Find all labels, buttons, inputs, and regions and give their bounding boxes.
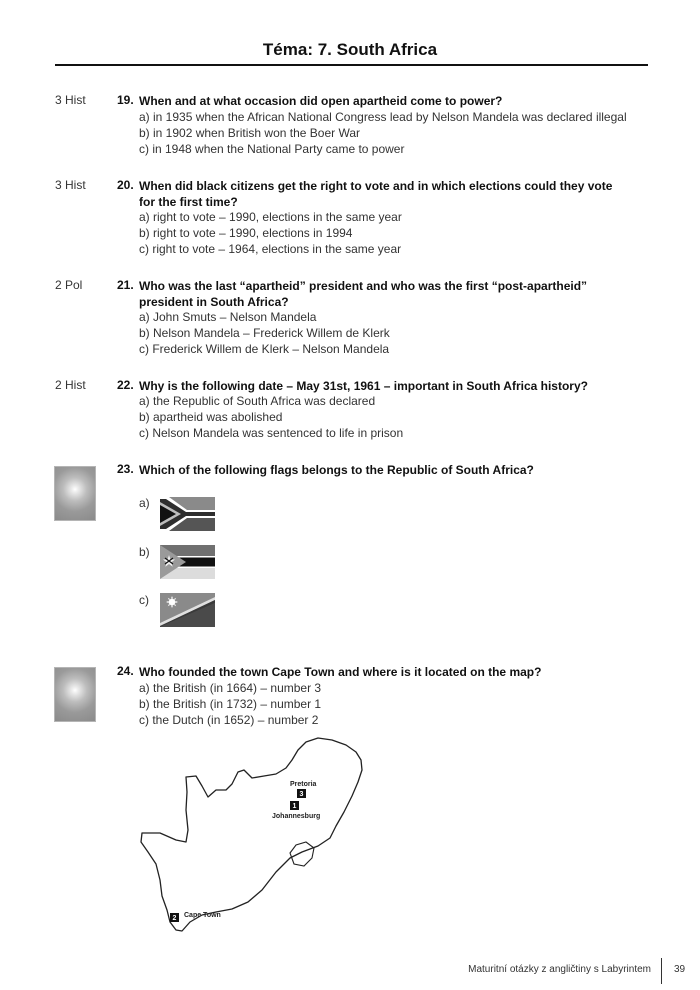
option-b: b) right to vote – 1990, elections in 1994: [139, 226, 353, 240]
question-number: 20.: [117, 178, 134, 192]
question-number: 22.: [117, 378, 134, 392]
option-b: b) the British (in 1732) – number 1: [139, 697, 322, 711]
question-text: When and at what occasion did open apartheid come to power?: [139, 94, 503, 108]
option-a: a) right to vote – 1990, elections in the same year: [139, 210, 402, 224]
question-text: When did black citizens get the right to vote and in which elections could they vote for the first time?: [139, 179, 613, 209]
question-text: Who was the last “apartheid” president and who was the first “post-apartheid” president in South Africa?: [139, 279, 588, 309]
south-africa-outline: [141, 738, 362, 931]
page-number: 39: [674, 964, 686, 975]
option-a: a) John Smuts – Nelson Mandela: [139, 310, 317, 324]
map-marker-3-number: 3: [299, 791, 304, 798]
option-c: c) the Dutch (in 1652) – number 2: [139, 713, 319, 727]
option-c: c) in 1948 when the National Party came to power: [139, 142, 405, 156]
question-text: Who founded the town Cape Town and where is it located on the map?: [139, 665, 542, 679]
option-c: c) right to vote – 1964, elections in the same year: [139, 242, 402, 256]
flag-option-c-label: c): [139, 593, 149, 607]
question-number: 19.: [117, 93, 134, 107]
option-a: a) the British (in 1664) – number 3: [139, 681, 322, 695]
option-a: a) in 1935 when the African National Congress lead by Nelson Mandela was declared illegal: [139, 110, 627, 124]
footer-book-title: Maturitní otázky z angličtiny s Labyrintem: [468, 964, 651, 975]
map-marker-2-number: 2: [172, 915, 177, 922]
question-text: Why is the following date – May 31st, 1961 – important in South Africa history?: [139, 379, 588, 393]
option-a: a) the Republic of South Africa was declared: [139, 394, 376, 408]
map-marker-1-number: 1: [292, 803, 297, 810]
option-b: b) apartheid was abolished: [139, 410, 283, 424]
question-tag: 3 Hist: [55, 178, 86, 192]
question-number: 24.: [117, 664, 134, 678]
map-label-pretoria: Pretoria: [290, 781, 317, 788]
lesotho-outline: [290, 842, 314, 866]
question-tag: 2 Hist: [55, 378, 86, 392]
flag-option-a-label: a): [139, 496, 150, 510]
option-c: c) Nelson Mandela was sentenced to life in prison: [139, 426, 404, 440]
flag-option-b-label: b): [139, 545, 150, 559]
question-tag: 3 Hist: [55, 93, 86, 107]
footer-divider: [661, 958, 662, 984]
map-label-johannesburg: Johannesburg: [272, 813, 321, 820]
question-number: 23.: [117, 462, 134, 476]
option-c: c) Frederick Willem de Klerk – Nelson Mandela: [139, 342, 390, 356]
map-label-cape-town: Cape Town: [184, 912, 221, 919]
page-title: Téma: 7. South Africa: [262, 40, 438, 59]
question-number: 21.: [117, 278, 134, 292]
option-b: b) Nelson Mandela – Frederick Willem de Klerk: [139, 326, 390, 340]
option-b: b) in 1902 when British won the Boer War: [139, 126, 360, 140]
question-text: Which of the following flags belongs to the Republic of South Africa?: [139, 463, 534, 477]
question-tag: 2 Pol: [55, 278, 83, 292]
